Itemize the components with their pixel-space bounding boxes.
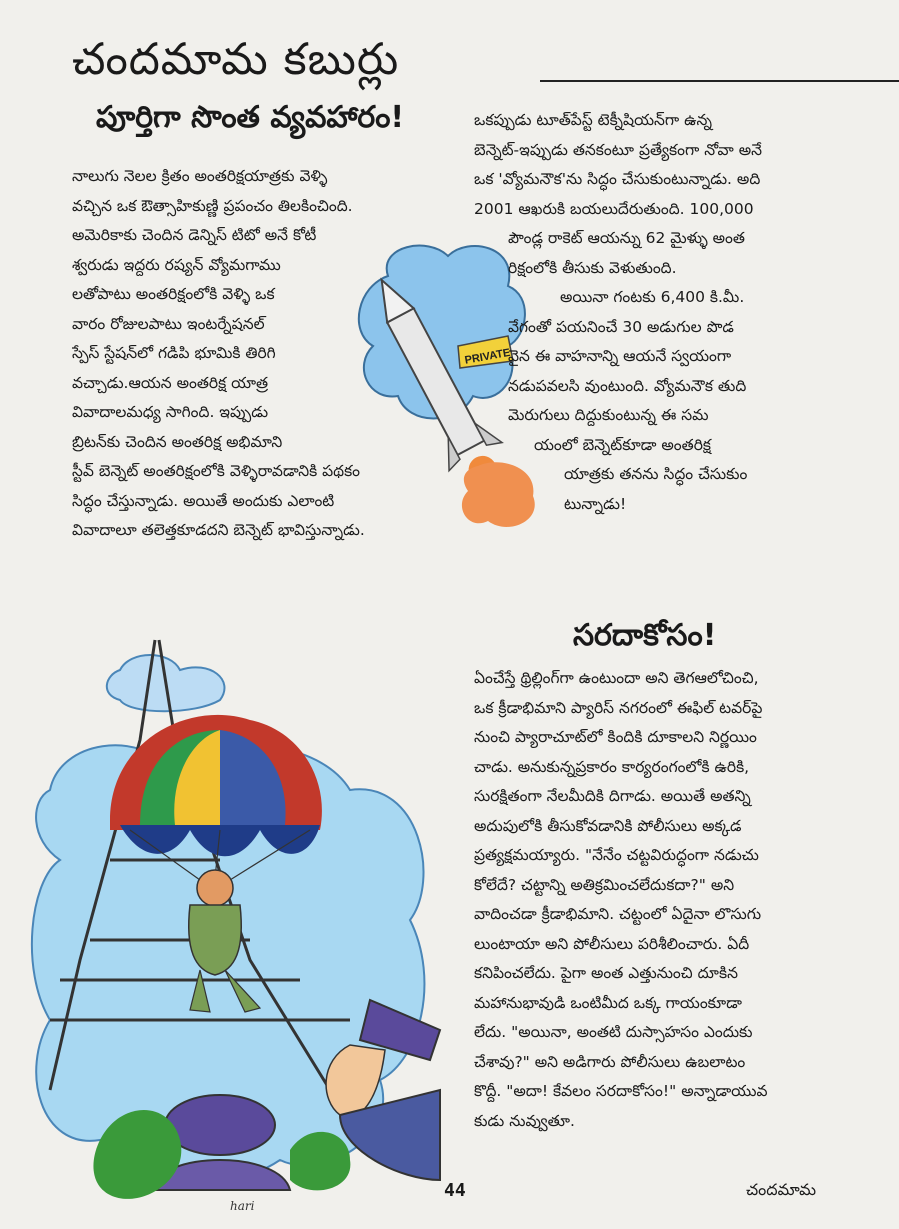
text-line: మెరుగులు దిద్దుకుంటున్న ఈ సమ (508, 406, 709, 424)
text-line: రిక్షంలోకి తీసుకు వెళుతుంది. (508, 258, 677, 277)
text-line: పౌండ్ల రాకెట్ ఆయన్ను 62 మైళ్ళు అంత (508, 229, 745, 247)
story2-column (474, 664, 866, 1136)
text-line: ఏంచేస్తే థ్రిల్లింగ్‌గా ఉంటుందా అని తెగఆలోచించి, (474, 669, 759, 687)
text-line: లేదు. "అయినా, అంతటి దుస్సాహసం ఎందుకు (474, 1023, 753, 1041)
text-line: స్టీవ్ బెన్నెట్ అంతరిక్షంలోకి వెళ్ళిరావడానికి పథకం (72, 462, 361, 480)
text-line: వచ్చాడు.ఆయన అంతరిక్ష యాత్ర (72, 373, 269, 392)
illustration-signature: hari (230, 1199, 255, 1213)
text-line: వచ్చిన ఒక ఔత్సాహికుణ్ణి ప్రపంచం తిలకించింది. (72, 196, 353, 215)
text-line: యంలో బెన్నెట్‌కూడా అంతరిక్ష (534, 435, 712, 454)
text-line: వివాదాలమధ్య సాగింది. ఇప్పుడు (72, 403, 269, 421)
text-line: శ్వరుడు ఇద్దరు రష్యన్ వ్యోమగాము (72, 255, 281, 274)
text-line: నడుపవలసి వుంటుంది. వ్యోమనౌక తుది (508, 376, 747, 395)
story2-headline: సరదాకోసం! (573, 618, 717, 653)
text-line: లతోపాటు అంతరిక్షంలోకి వెళ్ళి ఒక (72, 285, 275, 303)
text-line: కోలేదే? చట్టాన్ని అతిక్రమించలేదుకదా?" అని (474, 875, 735, 894)
text-line: వేగంతో పయనించే 30 అడుగుల పొడ (508, 317, 734, 336)
text-line: బెన్నెట్-ఇప్పుడు తనకంటూ ప్రత్యేకంగా నోవా అనే (474, 140, 762, 159)
story1-headline: పూర్తిగా సొంత వ్యవహారం! (96, 100, 405, 135)
text-line: సురక్షితంగా నేలమీదికి దిగాడు. అయితే అతన్ని (474, 787, 751, 805)
text-line: వివాదాలూ తలెత్తకూడదని బెన్నెట్ భావిస్తున్నాడు. (72, 521, 365, 539)
text-line: టున్నాడు! (564, 494, 627, 513)
text-line: కుడు నువ్వుతూ. (474, 1111, 575, 1130)
text-line: మహానుభావుడి ఒంటిమీద ఒక్క గాయంకూడా (474, 993, 742, 1012)
text-line: కనిపించలేదు. పైగా అంత ఎత్తునుంచి దూకిన (474, 964, 738, 982)
story1-paragraph-right (474, 106, 866, 519)
text-line: కొద్దీ. "అదా! కేవలం సరదాకోసం!" అన్నాడాయువ (474, 1082, 768, 1100)
text-line: అదుపులోకి తీసుకోవడానికి పోలీసులు అక్కడ (474, 816, 742, 835)
text-line: ఒక క్రీడాభిమాని ప్యారిస్ నగరంలో ఈఫిల్ టవర్‌పై (474, 698, 763, 717)
text-line: బ్రిటన్‌కు చెందిన అంతరిక్ష అభిమాని (72, 432, 283, 451)
story1-right-column (474, 106, 866, 519)
masthead-rule (540, 80, 899, 82)
parachute-illustration (20, 620, 460, 1220)
text-line: నాలుగు నెలల క్రితం అంతరిక్షయాత్రకు వెళ్ళి (72, 167, 328, 185)
text-line: వారం రోజులపాటు ఇంటర్నేషనల్ (72, 314, 265, 333)
text-line: నుంచి ప్యారాచూట్‌లో కిందికి దూకాలని నిర్ణయిం (474, 728, 757, 746)
text-line: చేశావు?" అని అడిగారు పోలీసులు ఉబలాటం (474, 1052, 746, 1071)
rocket-label: PRIVATE (463, 346, 512, 367)
text-line: ప్రత్యక్షమయ్యారు. "నేనేం చట్టవిరుద్ధంగా నడుచు (474, 846, 759, 864)
text-line: అమెరికాకు చెందిన డెన్నిస్ టిటో అనే కోటీ (72, 226, 317, 244)
text-line: చాడు. అనుకున్నప్రకారం కార్యరంగంలోకి ఉరికి, (474, 757, 750, 776)
text-line: వాదించడా క్రీడాభిమాని. చట్టంలో ఏదైనా లొసుగు (474, 905, 762, 923)
page-number: 44 (444, 1180, 466, 1201)
masthead-title: చందమామ కబుర్లు (72, 34, 400, 85)
text-line: లుంటాయా అని పోలీసులు పరిశీలించారు. ఏదీ (474, 934, 750, 953)
text-line: అయినా గంటకు 6,400 కి.మీ. (560, 288, 745, 306)
text-line: ఒక 'వ్యోమనౌక'ను సిద్ధం చేసుకుంటున్నాడు. అది (474, 170, 761, 188)
story1-left-column (72, 162, 448, 546)
text-line: ఒకప్పుడు టూత్‌పేస్ట్ టెక్నీషియన్‌గా ఉన్న (474, 111, 712, 129)
footer-magazine-name: చందమామ (746, 1180, 817, 1199)
text-line: 2001 ఆఖరుకి బయలుదేరుతుంది. 100,000 (474, 199, 754, 218)
text-line: యాత్రకు తనను సిద్ధం చేసుకుం (564, 465, 748, 483)
text-line: స్పేస్ స్టేషన్‌లో గడిపి భూమికి తిరిగి (72, 344, 276, 362)
text-line: వైన ఈ వాహనాన్ని ఆయనే స్వయంగా (508, 347, 732, 365)
text-line: సిద్ధం చేస్తున్నాడు. అయితే అందుకు ఎలాంటి (72, 491, 335, 510)
story2-paragraph (474, 664, 866, 1136)
story1-paragraph-left (72, 162, 448, 546)
